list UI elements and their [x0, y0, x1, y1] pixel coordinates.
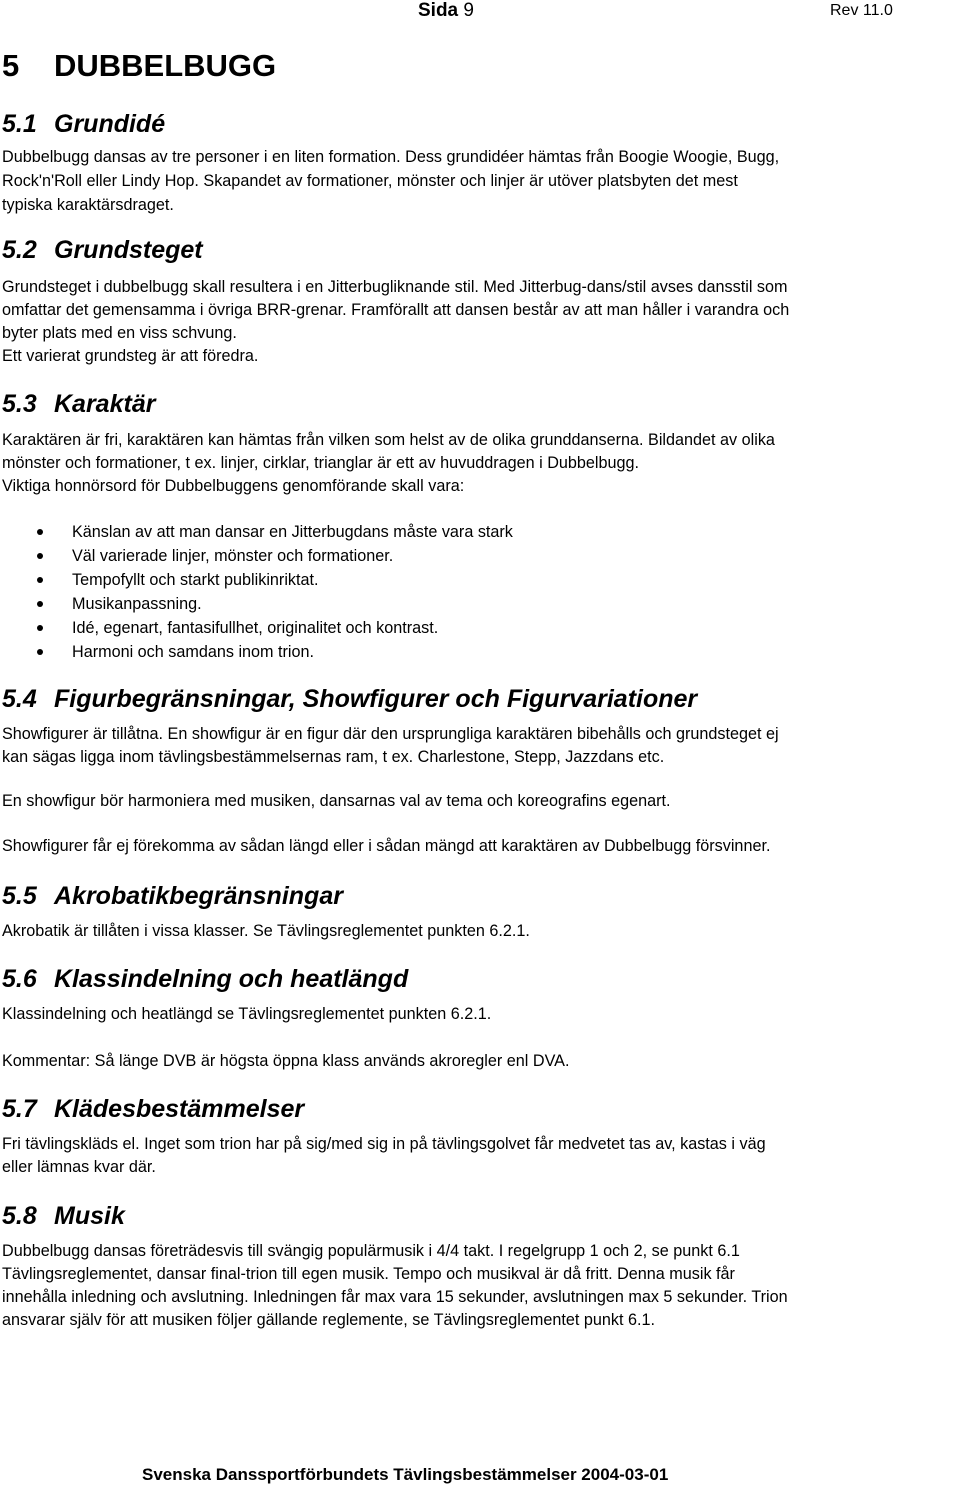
paragraph-line: Akrobatik är tillåten i vissa klasser. Se Tävlingsreglementet punkten 6.2.1. [2, 922, 530, 940]
paragraph-line: En showfigur bör harmoniera med musiken, dansarnas val av tema och koreografins egenart. [2, 792, 671, 810]
section-title: Klädesbestämmelser [54, 1095, 305, 1123]
section-heading-5-5 [2, 882, 343, 911]
chapter-number: 5 [2, 48, 20, 83]
section-heading-5-3 [2, 390, 155, 419]
bullet-icon [37, 553, 43, 559]
paragraph-line: innehålla inledning och avslutning. Inledningen får max vara 15 sekunder, avslutningen max 5 sekunder. Trion [2, 1288, 788, 1306]
bullet-icon [37, 625, 43, 631]
paragraph-line: Grundsteget i dubbelbugg skall resultera i en Jitterbugliknande stil. Med Jitterbug-dans/stil avses dansstil som [2, 278, 788, 296]
list-item: Känslan av att man dansar en Jitterbugdans måste vara stark [0, 520, 513, 544]
list-item: Idé, egenart, fantasifullhet, originalitet och kontrast. [0, 616, 513, 640]
section-heading-5-2 [2, 236, 203, 265]
bullet-icon [37, 649, 43, 655]
paragraph-line: Ett varierat grundsteg är att föredra. [2, 347, 259, 365]
paragraph-line: ansvarar själv för att musiken följer gällande reglemente, se Tävlingsreglementet punkt 6.1. [2, 1311, 655, 1329]
section-number: 5.8 [2, 1202, 37, 1230]
paragraph-line: Fri tävlingskläds el. Inget som trion har på sig/med sig in på tävlingsgolvet får medvetet tas av, kastas i väg [2, 1135, 766, 1153]
paragraph-line: Dubbelbugg dansas företrädesvis till svängig populärmusik i 4/4 takt. I regelgrupp 1 och 2, se punkt 6.1 [2, 1242, 740, 1260]
paragraph-line: Viktiga honnörsord för Dubbelbuggens genomförande skall vara: [2, 477, 465, 495]
page-label: Sida [418, 0, 459, 21]
section-number: 5.5 [2, 882, 37, 910]
section-number: 5.7 [2, 1095, 37, 1123]
paragraph-line: Karaktären är fri, karaktären kan hämtas från vilken som helst av de olika grunddanserna. Bildandet av olika [2, 431, 775, 449]
paragraph-line: omfattar det gemensamma i övriga BRR-grenar. Framförallt att dansen består av att man håller i varandra och [2, 301, 790, 319]
list-item: Musikanpassning. [0, 592, 513, 616]
section-title: Klassindelning och heatlängd [54, 965, 409, 993]
paragraph-line: Tävlingsreglementet, dansar final-trion till egen musik. Tempo och musikval är då fritt. Denna musik får [2, 1265, 735, 1283]
paragraph-line: Kommentar: Så länge DVB är högsta öppna klass används akroregler enl DVA. [2, 1052, 570, 1070]
section-number: 5.2 [2, 236, 37, 264]
page-footer: Svenska Danssportförbundets Tävlingsbestämmelser 2004-03-01 [142, 1465, 669, 1484]
section-title: Figurbegränsningar, Showfigurer och Figurvariationer [54, 685, 698, 713]
paragraph-line: Dubbelbugg dansas av tre personer i en liten formation. Dess grundidéer hämtas från Boogie Woogie, Bugg, [2, 148, 780, 166]
revision-label: Rev 11.0 [830, 2, 893, 19]
page-indicator [418, 0, 474, 22]
section-heading-5-1 [2, 110, 165, 139]
section-title: Akrobatikbegränsningar [54, 882, 343, 910]
bullet-icon [37, 529, 43, 535]
section-heading-5-6 [2, 965, 408, 994]
page-number: 9 [463, 0, 474, 21]
section-title: Musik [54, 1202, 125, 1230]
paragraph-line: typiska karaktärsdraget. [2, 196, 174, 214]
chapter-title: DUBBELBUGG [54, 48, 277, 83]
paragraph-line: Klassindelning och heatlängd se Tävlingsreglementet punkten 6.2.1. [2, 1005, 492, 1023]
section-number: 5.1 [2, 110, 37, 138]
paragraph-line: mönster och formationer, t ex. linjer, cirklar, trianglar är ett av huvuddragen i Dubbelbugg. [2, 454, 640, 472]
section-number: 5.3 [2, 390, 37, 418]
section-heading-5-8 [2, 1202, 125, 1231]
section-number: 5.6 [2, 965, 37, 993]
section-title: Grundidé [54, 110, 166, 138]
section-number: 5.4 [2, 685, 37, 713]
bullet-list [0, 520, 513, 664]
paragraph-line: byter plats med en viss schvung. [2, 324, 237, 342]
paragraph-line: Showfigurer är tillåtna. En showfigur är en figur där den ursprungliga karaktären bibehålls och grundsteget ej [2, 725, 779, 743]
list-item: Tempofyllt och starkt publikinriktat. [0, 568, 513, 592]
paragraph-line: Showfigurer får ej förekomma av sådan längd eller i sådan mängd att karaktären av Dubbelbugg försvinner. [2, 837, 771, 855]
paragraph-line: kan sägas ligga inom tävlingsbestämmelsernas ram, t ex. Charlestone, Stepp, Jazzdans etc. [2, 748, 665, 766]
list-item: Väl varierade linjer, mönster och formationer. [0, 544, 513, 568]
chapter-heading [2, 48, 276, 84]
section-heading-5-7 [2, 1095, 304, 1124]
section-title: Grundsteget [54, 236, 203, 264]
paragraph-line: Rock'n'Roll eller Lindy Hop. Skapandet av formationer, mönster och linjer är utöver platsbyten det mest [2, 172, 738, 190]
bullet-icon [37, 601, 43, 607]
paragraph-line: eller lämnas kvar där. [2, 1158, 156, 1176]
section-heading-5-4 [2, 685, 697, 714]
section-title: Karaktär [54, 390, 156, 418]
list-item: Harmoni och samdans inom trion. [0, 640, 513, 664]
bullet-icon [37, 577, 43, 583]
